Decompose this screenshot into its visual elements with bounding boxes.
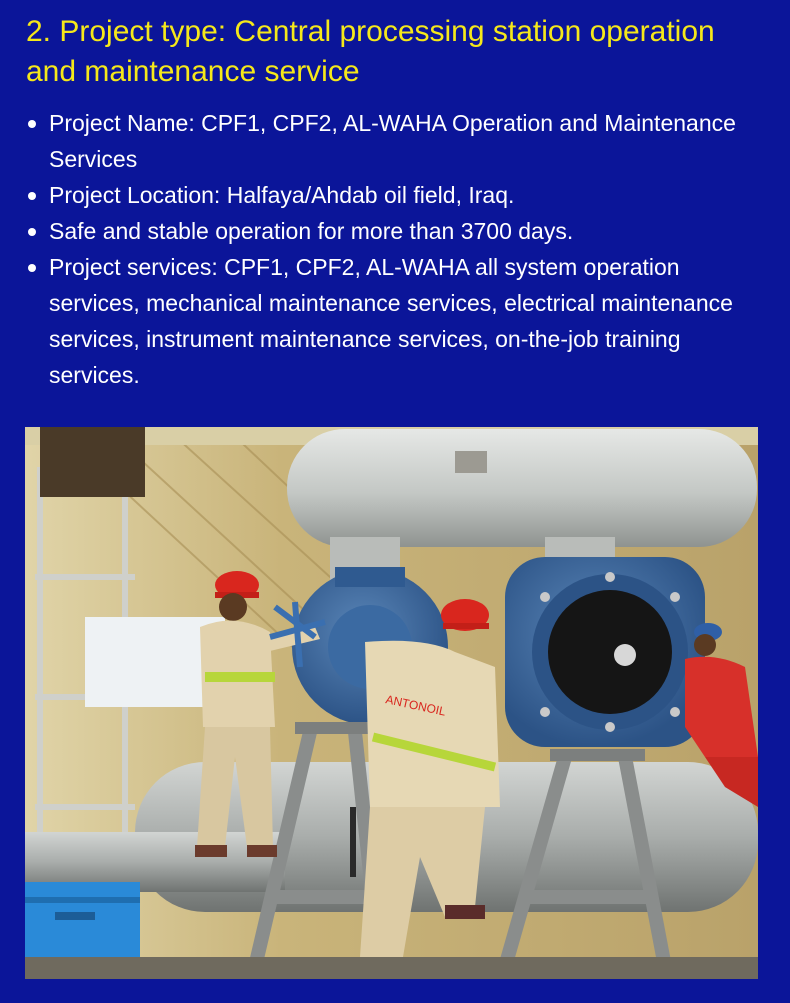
bullet-dot-icon [28, 228, 36, 236]
floor [25, 957, 758, 979]
dark-equipment [40, 427, 145, 497]
bullet-project-services [26, 249, 766, 393]
toolbox [25, 882, 140, 957]
bullet-text: Project Name: CPF1, CPF2, AL-WAHA Operation and Maintenance Services [49, 110, 736, 172]
site-photo [25, 427, 758, 979]
site-photo-illustration [25, 427, 758, 979]
bullet-safe-operation [26, 213, 766, 249]
project-details-list [26, 105, 766, 393]
bullet-dot-icon [28, 192, 36, 200]
bullet-dot-icon [28, 264, 36, 272]
section-title: 2. Project type: Central processing station operation and maintenance service [26, 15, 715, 88]
bullet-text: Safe and stable operation for more than 3700 days. [49, 218, 574, 244]
right-valve [505, 557, 705, 747]
bullet-text: Project Location: Halfaya/Ahdab oil field, Iraq. [49, 182, 515, 208]
bullet-dot-icon [28, 120, 36, 128]
shirt-logo: ANTONOIL [384, 692, 448, 719]
bullet-project-name [26, 105, 766, 177]
bullet-text: Project services: CPF1, CPF2, AL-WAHA all system operation services, mechanical maintenance services, electrical maintenance services, instrument maintenance services, on-the-job training services. [49, 254, 733, 388]
bullet-project-location [26, 177, 766, 213]
